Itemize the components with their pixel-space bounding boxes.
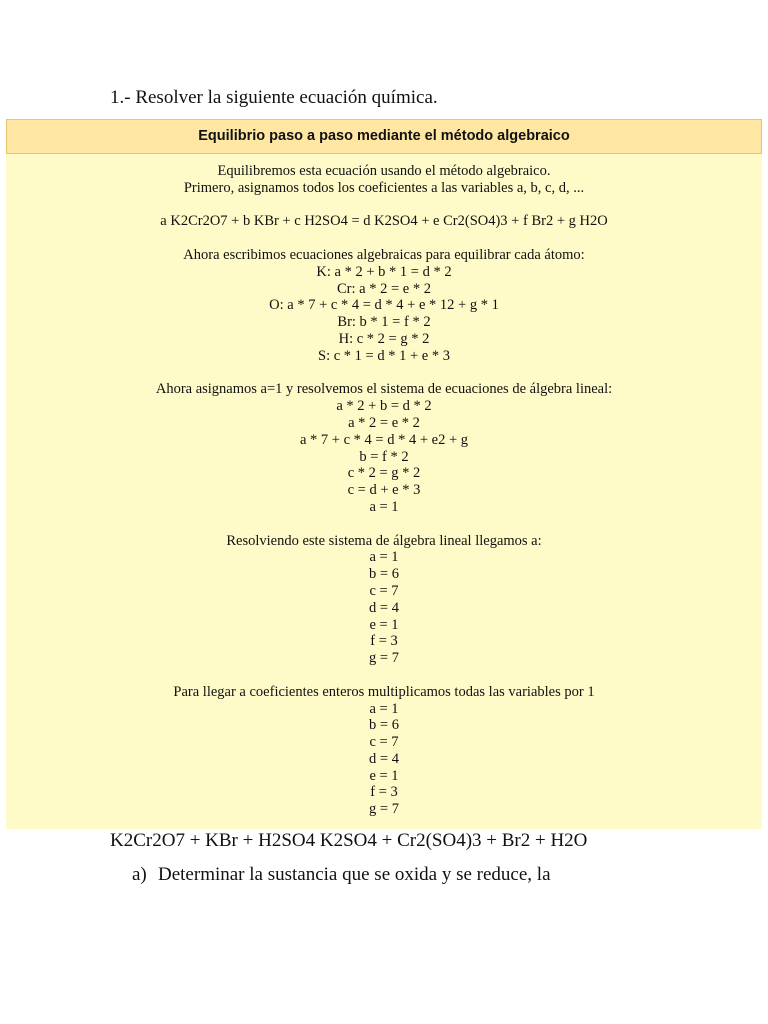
solution-value: e = 1 [369,616,399,633]
solution-value: f = 3 [370,633,398,650]
question-a [132,863,551,887]
spacer [6,197,762,214]
system-equation: c * 2 = g * 2 [347,465,421,482]
reaction-equation: K2Cr2O7 + KBr + H2SO4 K2SO4 + Cr2(SO4)3 + Br2 + H2O [110,830,588,851]
panel-body [6,154,762,818]
system-equation: a = 1 [369,498,399,515]
system-equation: a * 7 + c * 4 = d * 4 + e2 + g [299,431,469,448]
exercise-heading: 1.- Resolver la siguiente ecuación química. [110,87,438,108]
system-equation: a * 2 = e * 2 [348,414,420,431]
general-equation: a K2Cr2O7 + b KBr + c H2SO4 = d K2SO4 + e Cr2(SO4)3 + f Br2 + g H2O [160,213,608,230]
solution-value: b = 6 [369,566,399,583]
integer-value: f = 3 [370,784,398,801]
intro-line: Primero, asignamos todos los coeficientes a las variables a, b, c, d, ... [183,179,585,196]
integer-value: g = 7 [369,801,399,818]
algebraic-balance-panel [6,119,762,829]
spacer [6,230,762,247]
spacer [6,365,762,382]
system-intro: Ahora asignamos a=1 y resolvemos el sistema de ecuaciones de álgebra lineal: [155,381,613,398]
solution-value: a = 1 [369,549,399,566]
atom-equation: H: c * 2 = g * 2 [338,330,430,347]
system-equation: a * 2 + b = d * 2 [336,398,432,415]
integer-value: b = 6 [369,717,399,734]
panel-title: Equilibrio paso a paso mediante el método algebraico [6,119,762,154]
integer-value: e = 1 [369,767,399,784]
atom-equation: Br: b * 1 = f * 2 [337,314,431,331]
integer-value: d = 4 [369,750,399,767]
system-equation: c = d + e * 3 [347,482,421,499]
integer-value: c = 7 [369,734,399,751]
question-text: Determinar la sustancia que se oxida y se reduce, la [158,864,551,885]
solution-value: d = 4 [369,599,399,616]
atom-equation: S: c * 1 = d * 1 + e * 3 [318,347,450,364]
atom-equation: O: a * 7 + c * 4 = d * 4 + e * 12 + g * 1 [269,297,499,314]
system-equation: b = f * 2 [359,448,409,465]
spacer [6,516,762,533]
integer-value: a = 1 [369,700,399,717]
spacer [6,667,762,684]
atoms-intro: Ahora escribimos ecuaciones algebraicas para equilibrar cada átomo: [183,246,585,263]
list-marker: a) [132,864,147,885]
solution-value: c = 7 [369,582,399,599]
solution-intro: Resolviendo este sistema de álgebra lineal llegamos a: [226,532,542,549]
atom-equation: Cr: a * 2 = e * 2 [337,280,431,297]
solution-value: g = 7 [369,650,399,667]
intro-line: Equilibremos esta ecuación usando el método algebraico. [217,163,551,179]
integer-intro: Para llegar a coeficientes enteros multiplicamos todas las variables por 1 [173,683,595,700]
atom-equation: K: a * 2 + b * 1 = d * 2 [316,263,452,280]
